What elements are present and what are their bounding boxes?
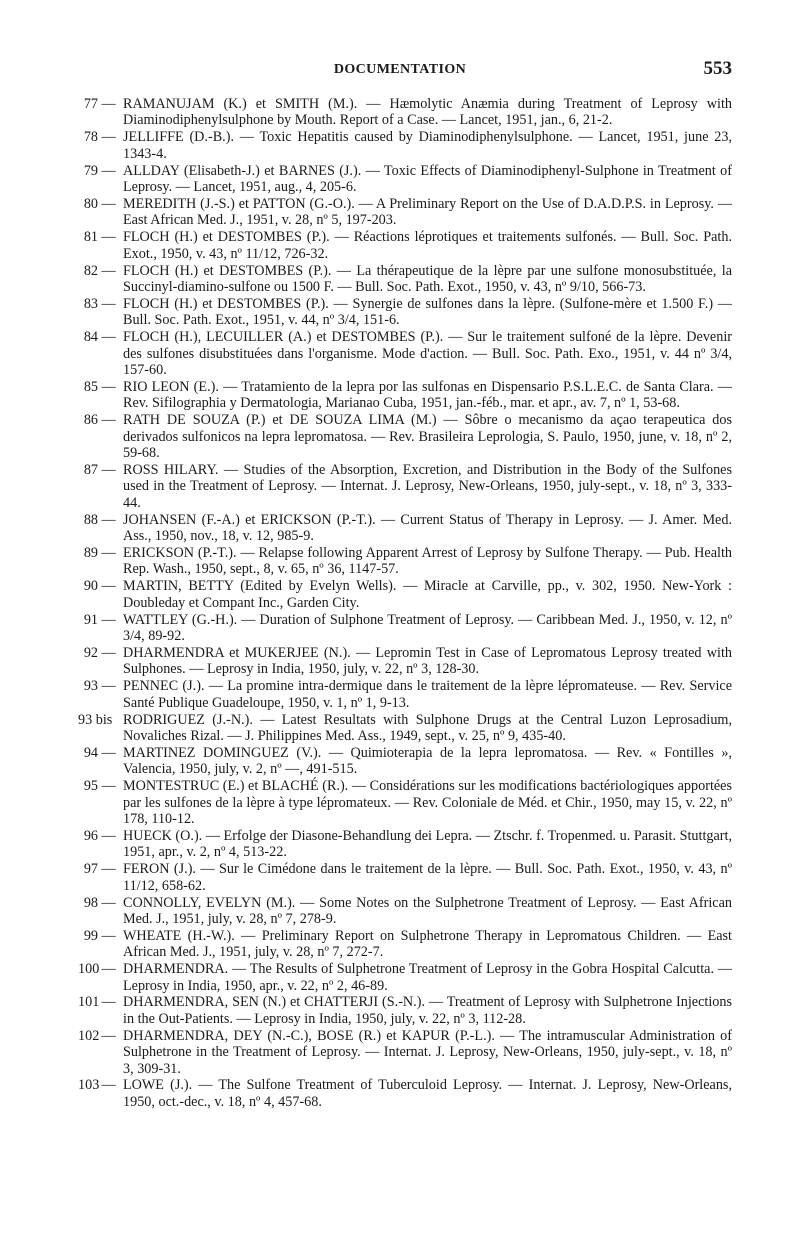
bibliography-entry: [78, 1028, 732, 1077]
bibliography-entry: [78, 961, 732, 994]
entry-text: DHARMENDRA, DEY (N.-C.), BOSE (R.) et KAPUR (P.-L.). — The intramuscular Administration of Sulphetrone in the Treatment of Leprosy. — Internat. J. Leprosy, New-Orleans, 1950, july-sept., v. 18, nº 3, 309-31.: [123, 1027, 732, 1077]
entry-text: MEREDITH (J.-S.) et PATTON (G.-O.). — A Preliminary Report on the Use of D.A.D.P.S. in Leprosy. — East African Med. J., 1951, v. 28, nº 5, 197-203.: [123, 195, 732, 229]
entry-number: 86 —: [83, 412, 116, 429]
entry-number: 101 —: [78, 994, 116, 1011]
entry-text: FLOCH (H.) et DESTOMBES (P.). — Réactions léprotiques et traitements sulfonés. — Bull. Soc. Path. Exot., 1950, v. 43, nº 11/12, 726-32.: [123, 229, 732, 262]
bibliography-entry: [78, 196, 732, 229]
entry-number: 100 —: [78, 961, 116, 978]
entry-text: JOHANSEN (F.-A.) et ERICKSON (P.-T.). — Current Status of Therapy in Leprosy. — J. Amer. Med. Ass., 1950, nov., 18, v. 12, 985-9.: [123, 511, 732, 545]
entry-text: PENNEC (J.). — La promine intra-dermique dans le traitement de la lèpre lépromateuse. — Rev. Service Santé Publique Guadeloupe, 1950, v. 1, nº 1, 9-13.: [123, 678, 732, 711]
entry-number: 84 —: [83, 329, 116, 346]
entry-number: 81 —: [83, 229, 116, 246]
bibliography-entry: [78, 545, 732, 578]
entry-text: FLOCH (H.) et DESTOMBES (P.). — La thérapeutique de la lèpre par une sulfone monosubstituée, la Succinyl-diamino-sulfone ou 1500 F. — Bull. Soc. Path. Exot., 1950, v. 43, nº 9/10, 566-73.: [123, 262, 732, 295]
entry-text: DHARMENDRA et MUKERJEE (N.). — Lepromin Test in Case of Lepromatous Leprosy treated with Sulphones. — Leprosy in India, 1950, july, v. 22, nº 3, 128-30.: [123, 644, 732, 678]
entry-text: FLOCH (H.), LECUILLER (A.) et DESTOMBES (P.). — Sur le traitement sulfoné de la lèpre. Devenir des sulfones disubstituées dans l'organisme. Mode d'action. — Bull. Soc. Path. Exo., 1951, v. 44 nº 3/4, 157-60.: [123, 329, 732, 378]
entry-number: 89 —: [83, 544, 116, 561]
bibliography-entry: [78, 712, 732, 745]
bibliography-entry: [78, 645, 732, 678]
bibliography-entry: [78, 229, 732, 262]
bibliography-entry: [78, 263, 732, 296]
bibliography-entry: [78, 163, 732, 196]
entry-text: CONNOLLY, EVELYN (M.). — Some Notes on the Sulphetrone Treatment of Leprosy. — East African Med. J., 1951, july, v. 28, nº 7, 278-9.: [123, 894, 732, 927]
bibliography-entry: [78, 928, 732, 961]
bibliography-entry: [78, 1077, 732, 1110]
entry-number: 92 —: [83, 644, 116, 661]
entry-number: 88 —: [83, 511, 116, 528]
entry-text: HUECK (O.). — Erfolge der Diasone-Behandlung dei Lepra. — Ztschr. f. Tropenmed. u. Parasit. Stuttgart, 1951, apr., v. 2, nº 4, 513-22.: [123, 827, 732, 861]
entry-text: RODRIGUEZ (J.-N.). — Latest Resultats with Sulphone Drugs at the Central Luzon Leprosadium, Novaliches Rizal. — J. Philippines Med. Ass., 1949, sept., v. 25, nº 9, 435-40.: [123, 711, 732, 744]
entry-number: 78 —: [83, 129, 116, 146]
bibliography-entry: [78, 462, 732, 511]
bibliography-entry: [78, 994, 732, 1027]
entry-text: MONTESTRUC (E.) et BLACHÉ (R.). — Considérations sur les modifications bactériologiques apportées par les sulfones de la lèpre à type lépromateux. — Rev. Coloniale de Méd. et Chir., 1950, may 15, v. 22, nº 178, 110-12.: [123, 778, 732, 827]
entry-number: 77 —: [83, 96, 116, 112]
entry-text: JELLIFFE (D.-B.). — Toxic Hepatitis caused by Diaminodiphenylsulphone. — Lancet, 1951, june 23, 1343-4.: [123, 129, 732, 162]
bibliography-entry: [78, 129, 732, 162]
entry-number: 95 —: [83, 778, 116, 795]
entry-number: 83 —: [83, 295, 116, 312]
bibliography-entry: [78, 828, 732, 861]
bibliography-entry: [78, 678, 732, 711]
entry-number: 82 —: [83, 262, 116, 279]
entry-text: ALLDAY (Elisabeth-J.) et BARNES (J.). — Toxic Effects of Diaminodiphenyl-Sulphone in Treatment of Leprosy. — Lancet, 1951, aug., 4, 205-6.: [123, 162, 732, 196]
bibliography-entry: [78, 612, 732, 645]
bibliography-entry: [78, 329, 732, 378]
bibliography-entry: [78, 861, 732, 894]
entry-number: 97 —: [83, 861, 116, 878]
entry-number: 102 —: [78, 1027, 116, 1044]
entry-number: 90 —: [83, 578, 116, 595]
entry-text: FERON (J.). — Sur le Cimédone dans le traitement de la lèpre. — Bull. Soc. Path. Exot., 1950, v. 43, nº 11/12, 658-62.: [123, 861, 732, 894]
entry-text: DHARMENDRA, SEN (N.) et CHATTERJI (S.-N.). — Treatment of Leprosy with Sulphetrone Injections in the Out-Patients. — Leprosy in India, 1950, july, v. 22, nº 3, 112-28.: [123, 994, 732, 1027]
entry-text: DHARMENDRA. — The Results of Sulphetrone Treatment of Leprosy in the Gobra Hospital Calcutta. — Leprosy in India, 1950, apr., v. 22, nº 2, 46-89.: [123, 961, 732, 994]
entry-number: 93 —: [83, 678, 116, 695]
bibliography-entry: [78, 578, 732, 611]
entry-number: 85 —: [83, 378, 116, 395]
entry-text: MARTINEZ DOMINGUEZ (V.). — Quimioterapia de la lepra lepromatosa. — Rev. « Fontilles », Valencia, 1950, july, v. 2, nº —, 491-515.: [123, 744, 732, 778]
bibliography-entry: [78, 296, 732, 329]
bibliography-entry: [78, 412, 732, 461]
entry-number: 80 —: [83, 195, 116, 212]
entry-number: 79 —: [83, 162, 116, 179]
page-number: 553: [703, 58, 732, 79]
entry-number: 103 —: [78, 1077, 116, 1094]
bibliography-entry: [78, 895, 732, 928]
entry-text: ROSS HILARY. — Studies of the Absorption, Excretion, and Distribution in the Body of the Sulfones used in the Treatment of Leprosy. — Internat. J. Leprosy, New-Orleans, 1950, july-sept., v. 18, nº 3, 333-44.: [123, 461, 732, 511]
bibliography-entry: [78, 96, 732, 129]
entry-text: RAMANUJAM (K.) et SMITH (M.). — Hæmolytic Anæmia during Treatment of Leprosy with Diaminodiphenylsulphone by Mouth. Report of a Case. — Lancet, 1951, jan., 6, 21-2.: [123, 96, 732, 129]
entry-number: 94 —: [83, 744, 116, 761]
bibliography-entry: [78, 379, 732, 412]
entry-number: 98 —: [83, 894, 116, 911]
entry-text: LOWE (J.). — The Sulfone Treatment of Tuberculoid Leprosy. — Internat. J. Leprosy, New-Orleans, 1950, oct.-dec., v. 18, nº 4, 457-68.: [123, 1077, 732, 1110]
entry-number: 91 —: [83, 611, 116, 628]
entry-number: 87 —: [83, 461, 116, 478]
entry-text: WATTLEY (G.-H.). — Duration of Sulphone Treatment of Leprosy. — Caribbean Med. J., 1950, v. 12, nº 3/4, 89-92.: [123, 611, 732, 644]
running-header-title: DOCUMENTATION: [333, 62, 467, 77]
bibliography-entry: [78, 512, 732, 545]
entry-text: WHEATE (H.-W.). — Preliminary Report on Sulphetrone Therapy in Lepromatous Children. — East African Med. J., 1951, july, v. 28, nº 7, 272-7.: [123, 927, 732, 961]
bibliography-entry: [78, 778, 732, 827]
bibliography-list: [78, 96, 732, 1111]
entry-text: ERICKSON (P.-T.). — Relapse following Apparent Arrest of Leprosy by Sulfone Therapy. — Pub. Health Rep. Wash., 1950, sept., 8, v. 65, nº 36, 1147-57.: [123, 544, 732, 578]
entry-text: MARTIN, BETTY (Edited by Evelyn Wells). — Miracle at Carville, pp., v. 302, 1950. New-York : Doubleday et Compant Inc., Garden City.: [123, 578, 732, 611]
entry-text: FLOCH (H.) et DESTOMBES (P.). — Synergie de sulfones dans la lèpre. (Sulfone-mère et 1.500 F.) — Bull. Soc. Path. Exot., 1951, v. 44, nº 3/4, 151-6.: [123, 295, 732, 329]
entry-text: RIO LEON (E.). — Tratamiento de la lepra por las sulfonas en Dispensario P.S.L.E.C. de Santa Clara. — Rev. Sifilographia y Dermatologia, Marianao Cuba, 1951, jan.-féb., mar. et apr., av. 7, nº 1, 53-68.: [123, 378, 732, 412]
entry-number: 99 —: [83, 927, 116, 944]
bibliography-entry: [78, 745, 732, 778]
entry-text: RATH DE SOUZA (P.) et DE SOUZA LIMA (M.) — Sôbre o mecanismo da açao terapeutica dos derivados sulfonicos na lepra lepromatosa. — Rev. Brasileira Leprologia, S. Paulo, 1950, june, v. 18, nº 2, 59-68.: [123, 412, 732, 462]
entry-number: 93 bis: [78, 711, 113, 728]
entry-number: 96 —: [83, 827, 116, 844]
